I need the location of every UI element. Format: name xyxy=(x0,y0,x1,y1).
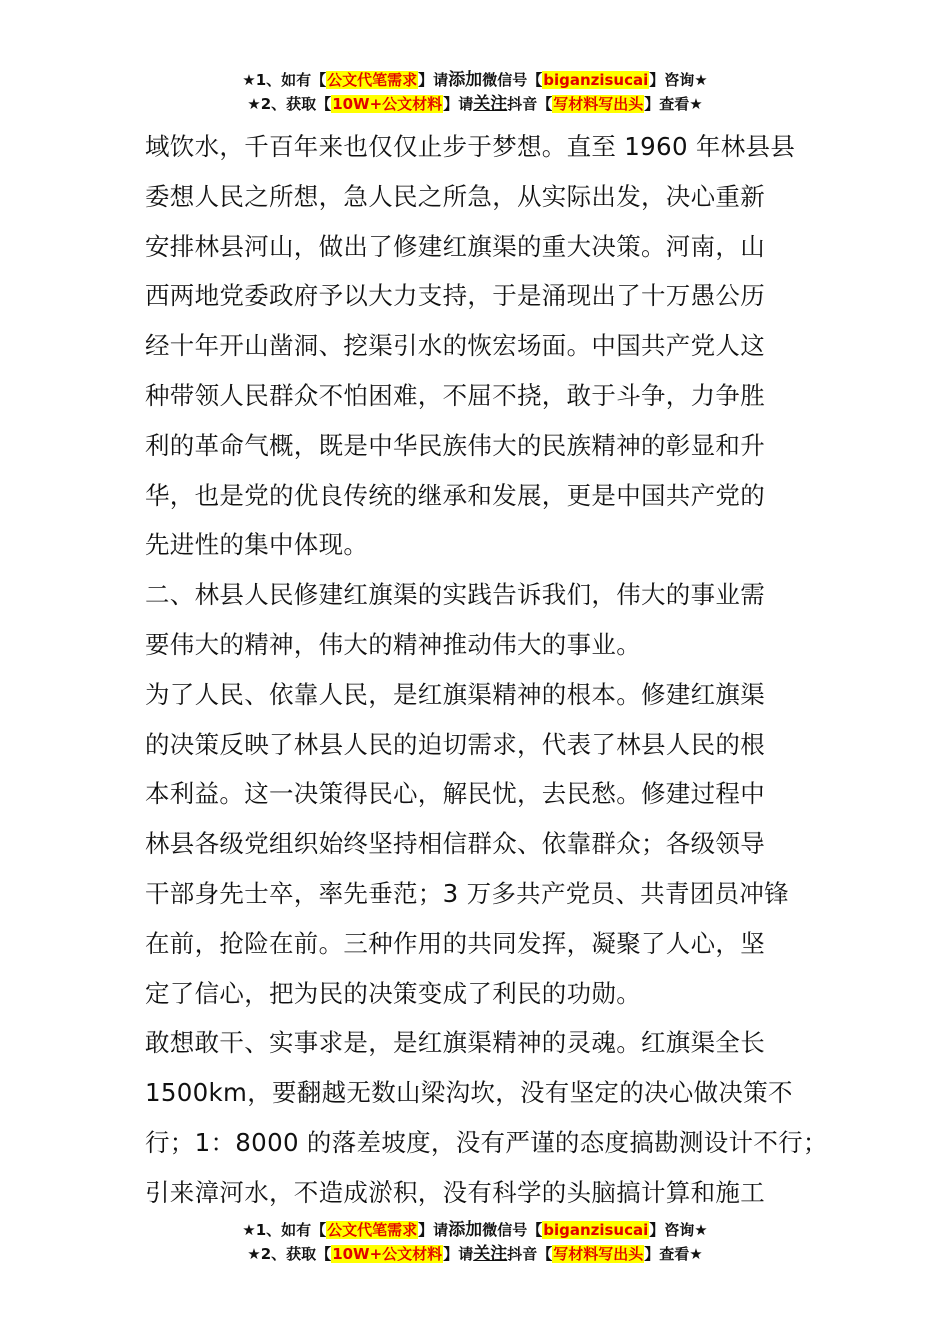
banner-line-2-mid: 】请 xyxy=(443,95,474,113)
banner-line-1-mid: 】请 xyxy=(418,71,449,89)
text-line: 1500km，要翻越无数山梁沟坎，没有坚定的决心做决策不 xyxy=(145,1078,793,1108)
banner-line-1 xyxy=(0,1218,950,1242)
text-line: 定了信心，把为民的决策变成了利民的功勋。 xyxy=(145,978,641,1008)
banner-line-1-highlight-service: 公文代笔需求 xyxy=(327,1221,418,1239)
text-line: 要伟大的精神，伟大的精神推动伟大的事业。 xyxy=(145,629,641,659)
banner-line-2 xyxy=(0,92,950,116)
text-line: 利的革命气概，既是中华民族伟大的民族精神的彰显和升 xyxy=(145,430,765,460)
banner-line-1-mid: 】请 xyxy=(418,1221,449,1239)
text-line: 本利益。这一决策得民心，解民忧，去民愁。修建过程中 xyxy=(145,779,765,809)
banner-line-2-mid: 】请 xyxy=(443,1245,474,1263)
text-line: 先进性的集中体现。 xyxy=(145,530,369,560)
document-body xyxy=(145,122,828,1218)
paragraph-continuation xyxy=(145,122,825,570)
text-line: 安排林县河山，做出了修建红旗渠的重大决策。河南，山 xyxy=(145,231,765,261)
text-line: 引来漳河水，不造成淤积，没有科学的头脑搞计算和施工 xyxy=(145,1177,765,1207)
paragraph-people xyxy=(145,670,825,1019)
banner-line-2-mid-2: 抖音【 xyxy=(507,1245,553,1263)
text-line: 华，也是党的优良传统的继承和发展，更是中国共产党的 xyxy=(145,480,765,510)
banner-line-1-highlight-service: 公文代笔需求 xyxy=(327,71,418,89)
banner-line-1-prefix: ★1、如有【 xyxy=(242,71,327,89)
text-line: 西两地党委政府予以大力支持，于是涌现出了十万愚公历 xyxy=(145,281,765,311)
text-line: 为了人民、依靠人民，是红旗渠精神的根本。修建红旗渠 xyxy=(145,679,765,709)
banner-line-2-mid-2: 抖音【 xyxy=(507,95,553,113)
header-banner xyxy=(0,68,950,116)
banner-line-1-suffix: 】咨询★ xyxy=(649,1221,708,1239)
text-line: 委想人民之所想，急人民之所急，从实际出发，决心重新 xyxy=(145,181,765,211)
banner-line-1-mid-2: 微信号【 xyxy=(482,71,543,89)
banner-line-1-suffix: 】咨询★ xyxy=(649,71,708,89)
paragraph-soul xyxy=(145,1018,828,1217)
text-line: 二、林县人民修建红旗渠的实践告诉我们，伟大的事业需 xyxy=(145,580,765,610)
text-line: 域饮水，千百年来也仅仅止步于梦想。直至 1960 年林县县 xyxy=(145,132,796,161)
text-line: 干部身先士卒，率先垂范；3 万多共产党员、共青团员冲锋 xyxy=(145,878,789,908)
banner-line-2-douyin-account: 写材料写出头 xyxy=(553,95,644,113)
text-line: 敢想敢干、实事求是，是红旗渠精神的灵魂。红旗渠全长 xyxy=(145,1028,765,1058)
banner-line-1-emphasis: 添加 xyxy=(448,1220,483,1240)
banner-line-1-mid-2: 微信号【 xyxy=(482,1221,543,1239)
banner-line-2-douyin-account: 写材料写出头 xyxy=(553,1245,644,1263)
banner-line-2-emphasis: 关注 xyxy=(473,1244,508,1264)
text-line: 在前，抢险在前。三种作用的共同发挥，凝聚了人心，坚 xyxy=(145,928,765,958)
text-line: 行；1：8000 的落差坡度，没有严谨的态度搞勘测设计不行； xyxy=(145,1127,828,1157)
banner-line-1-wechat-id: biganzisucai xyxy=(543,71,649,89)
banner-line-1 xyxy=(0,68,950,92)
text-line: 的决策反映了林县人民的迫切需求，代表了林县人民的根 xyxy=(145,729,765,759)
banner-line-2-prefix: ★2、获取【 xyxy=(247,1245,332,1263)
banner-line-2 xyxy=(0,1242,950,1266)
text-line: 经十年开山凿洞、挖渠引水的恢宏场面。中国共产党人这 xyxy=(145,331,765,361)
banner-line-2-suffix: 】查看★ xyxy=(644,95,703,113)
banner-line-2-emphasis: 关注 xyxy=(473,94,508,114)
footer-banner xyxy=(0,1218,950,1266)
banner-line-2-highlight-materials: 10W+公文材料 xyxy=(332,95,443,113)
banner-line-2-highlight-materials: 10W+公文材料 xyxy=(332,1245,443,1263)
banner-line-1-prefix: ★1、如有【 xyxy=(242,1221,327,1239)
banner-line-2-suffix: 】查看★ xyxy=(644,1245,703,1263)
text-line: 种带领人民群众不怕困难，不屈不挠，敢于斗争，力争胜 xyxy=(145,380,765,410)
banner-line-2-prefix: ★2、获取【 xyxy=(247,95,332,113)
banner-line-1-wechat-id: biganzisucai xyxy=(543,1221,649,1239)
banner-line-1-emphasis: 添加 xyxy=(448,70,483,90)
section-heading-two xyxy=(145,570,825,670)
text-line: 林县各级党组织始终坚持相信群众、依靠群众；各级领导 xyxy=(145,829,765,859)
